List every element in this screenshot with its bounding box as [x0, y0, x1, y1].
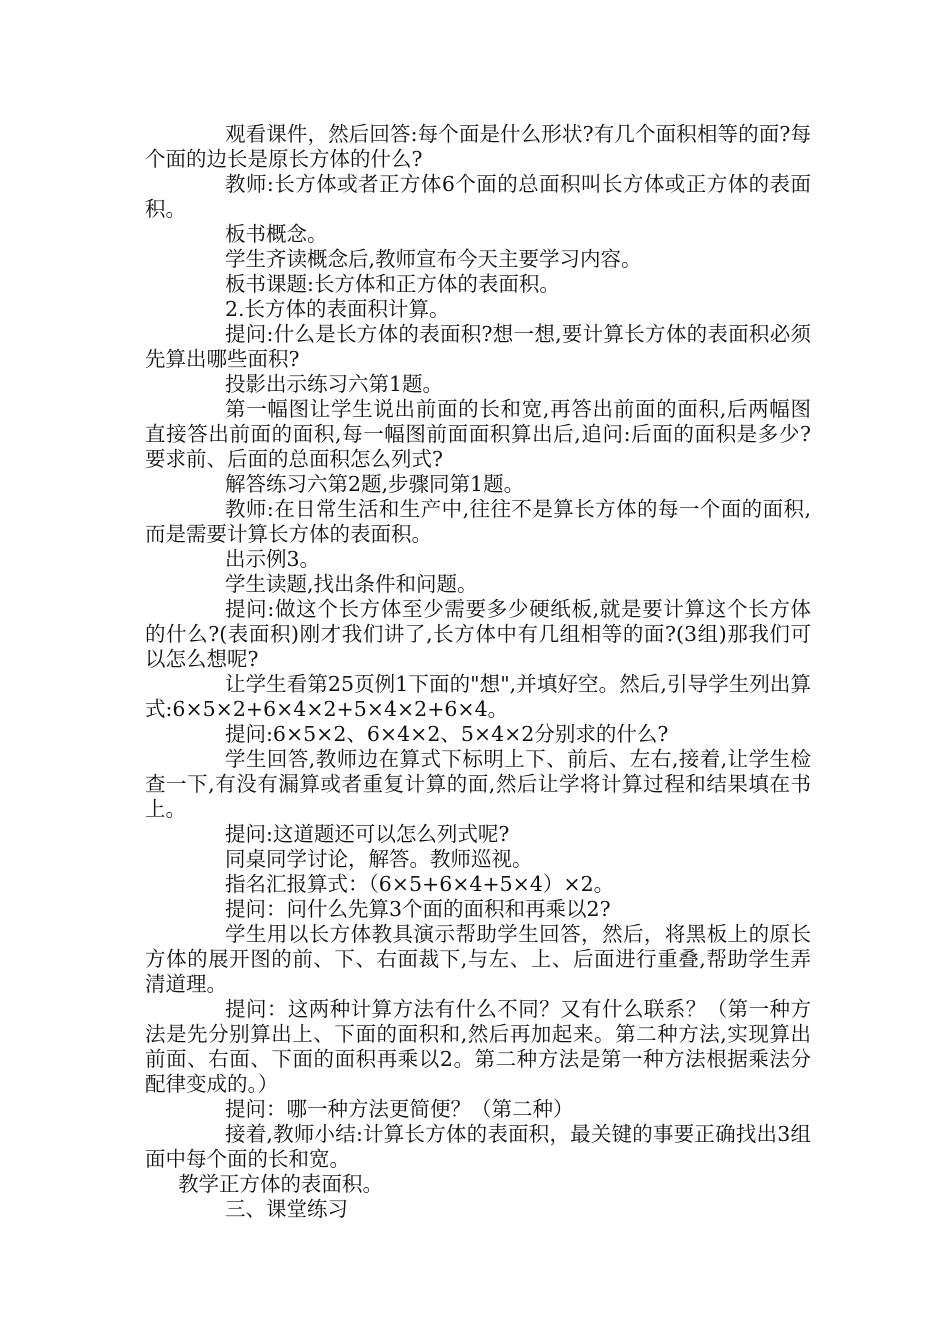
paragraph: 板书课题:长方体和正方体的表面积。: [225, 272, 560, 296]
paragraph: 观看课件，然后回答:每个面是什么形状?有几个面积相等的面?每个面的边长是原长方体的什么?: [145, 122, 811, 171]
paragraph: 提问：问什么先算3个面的面积和再乘以2?: [225, 897, 611, 921]
paragraph: 解答练习六第2题,步骤同第1题。: [225, 472, 525, 496]
paragraph: 让学生看第25页例1下面的"想",并填好空。然后,引导学生列出算式:6×5×2+6×4×2+5×4×2+6×4。: [145, 672, 811, 721]
paragraph: 学生齐读概念后,教师宣布今天主要学习内容。: [225, 247, 642, 271]
paragraph: 提问:做这个长方体至少需要多少硬纸板,就是要计算这个长方体的什么?(表面积)刚才我们讲了,长方体中有几组相等的面?(3组)那我们可以怎么想呢?: [145, 597, 811, 671]
paragraph: 提问:这道题还可以怎么列式呢?: [225, 822, 510, 846]
paragraph: 同桌同学讨论，解答。教师巡视。: [225, 847, 533, 871]
paragraph: 提问:6×5×2、6×4×2、5×4×2分别求的什么?: [225, 722, 669, 746]
paragraph: 指名汇报算式：（6×5+6×4+5×4）×2。: [225, 872, 615, 896]
paragraph: 学生用以长方体教具演示帮助学生回答，然后，将黑板上的原长方体的展开图的前、下、右面裁下,与左、上、后面进行重叠,帮助学生弄清道理。: [145, 922, 811, 996]
paragraph: 第一幅图让学生说出前面的长和宽,再答出前面的面积,后两幅图直接答出前面的面积,每一幅图前面面积算出后,追问:后面的面积是多少?要求前、后面的总面积怎么列式?: [145, 397, 811, 471]
paragraph: 提问:什么是长方体的表面积?想一想,要计算长方体的表面积必须先算出哪些面积?: [145, 322, 811, 371]
paragraph: 提问：哪一种方法更简便？（第二种）: [225, 1097, 574, 1121]
paragraph: 学生回答,教师边在算式下标明上下、前后、左右,接着,让学生检查一下,有没有漏算或者重复计算的面,然后让学将计算过程和结果填在书上。: [145, 747, 811, 821]
paragraph: 教师:长方体或者正方体6个面的总面积叫长方体或正方体的表面积。: [145, 172, 811, 221]
document-body: [145, 122, 811, 1222]
paragraph: 教师:在日常生活和生产中,往往不是算长方体的每一个面的面积,而是需要计算长方体的表面积。: [145, 497, 811, 546]
section-heading: 2.长方体的表面积计算。: [225, 297, 450, 321]
paragraph: 投影出示练习六第1题。: [225, 372, 444, 396]
paragraph: 板书概念。: [225, 222, 328, 246]
paragraph: 教学正方体的表面积。: [178, 1172, 383, 1196]
paragraph: 学生读题,找出条件和问题。: [225, 572, 478, 596]
paragraph: 提问：这两种计算方法有什么不同？又有什么联系？（第一种方法是先分别算出上、下面的面积和,然后再加起来。第二种方法,实现算出前面、右面、下面的面积再乘以2。第二种方法是第一种方法根据乘法分配律变成的。）: [145, 997, 811, 1096]
paragraph: 出示例3。: [225, 547, 321, 571]
paragraph: 接着,教师小结:计算长方体的表面积，最关键的事要正确找出3组面中每个面的长和宽。: [145, 1122, 811, 1171]
section-heading: 三、课堂练习: [225, 1197, 348, 1221]
